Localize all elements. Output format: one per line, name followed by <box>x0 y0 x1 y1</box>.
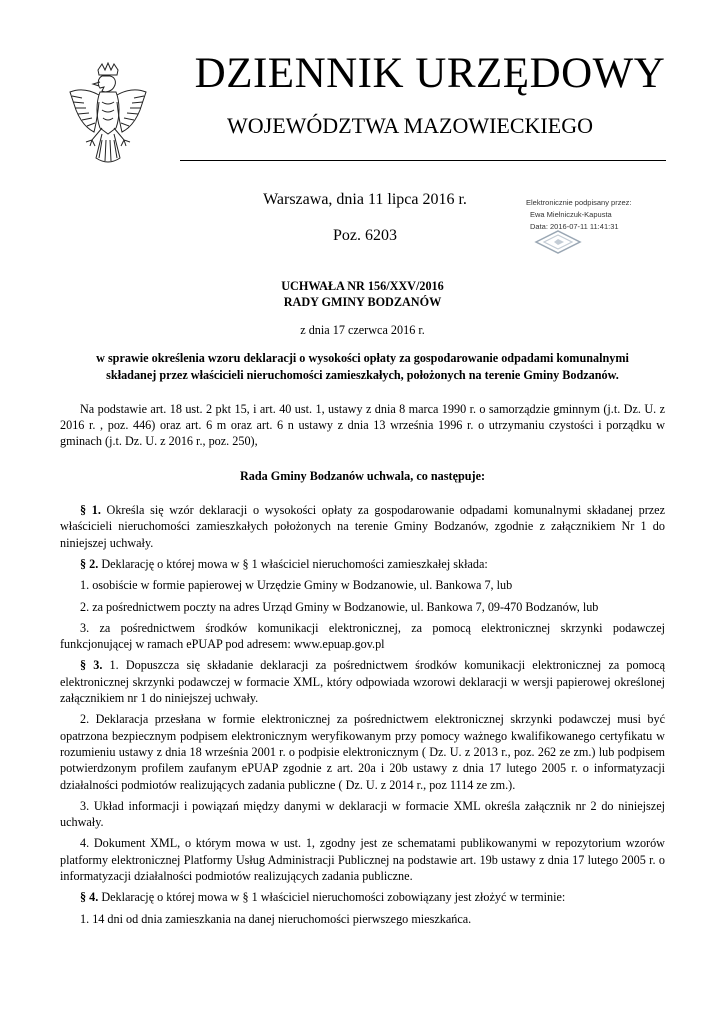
signature-caption: Elektronicznie podpisany przez: <box>526 198 632 207</box>
section-2-item-3: 3. za pośrednictwem środków komunikacji elektronicznej, za pomocą elektronicznej skrzynki podawczej funkcjonującej w ramach ePUAP pod adresem: www.epuap.gov.pl <box>60 620 665 652</box>
signature-date: Data: 2016-07-11 11:41:31 <box>530 222 619 231</box>
masthead-divider <box>180 160 666 161</box>
section-2-text: Deklarację o której mowa w § 1 właściciel nieruchomości zamieszkałej składa: <box>98 556 488 571</box>
section-3-paragraph-3: 3. Układ informacji i powiązań między danymi w deklaracji w formacie XML określa załącznik nr 2 do niniejszej uchwały. <box>60 798 665 830</box>
resolution-date: z dnia 17 czerwca 2016 r. <box>300 323 425 337</box>
position-number: Poz. 6203 <box>333 227 397 244</box>
section-3-paragraph-4: 4. Dokument XML, o którym mowa w ust. 1, zgodny jest ze schematami publikowanymi w repozytorium wzorów platformy elektronicznej Platformy Usług Administracji Publicznej na podstawie art. 19b ustawy z dnia 17 lutego 2005 r. o informatyzacji działalności podmiotów realizujących zadania publiczne. <box>60 836 665 884</box>
section-4-label: § 4. <box>80 890 99 905</box>
enacting-clause: Rada Gminy Bodzanów uchwala, co następuje: <box>239 468 486 483</box>
section-3-label: § 3. <box>80 658 103 673</box>
section-2 <box>60 556 665 572</box>
dateline: Warszawa, dnia 11 lipca 2016 r. <box>263 191 467 208</box>
section-1-text: Określa się wzór deklaracji o wysokości opłaty za gospodarowanie odpadami komunalnymi składanej przez właścicieli nieruchomości zamieszkałych położonych na terenie Gminy Bodzanów, zgodnie z załącznikiem Nr 1 do niniejszej uchwały. <box>60 503 665 550</box>
section-2-item-1: 1. osobiście w formie papierowej w Urzędzie Gminy w Bodzanowie, ul. Bankowa 7, lub <box>80 578 513 593</box>
section-1 <box>60 502 665 551</box>
resolution-subject-line1: w sprawie określenia wzoru deklaracji o wysokości opłaty za gospodarowanie odpadami komunalnymi <box>96 351 629 366</box>
section-2-item-2: 2. za pośrednictwem poczty na adres Urząd Gminy w Bodzanowie, ul. Bankowa 7, 09-470 Bodzanów, lub <box>80 599 599 614</box>
section-3 <box>60 657 665 706</box>
resolution-content <box>60 278 665 927</box>
journal-subtitle: WOJEWÓDZTWA MAZOWIECKIEGO <box>227 113 593 138</box>
polish-eagle-emblem-icon <box>62 62 154 172</box>
signer-name: Ewa Mielniczuk-Kapusta <box>530 210 612 219</box>
section-4 <box>60 889 665 905</box>
preamble: Na podstawie art. 18 ust. 2 pkt 15, i art. 40 ust. 1, ustawy z dnia 8 marca 1990 r. o samorządzie gminnym (j.t. Dz. U. z 2016 r. , poz. 446) oraz art. 6 m oraz art. 6 n ustawy z dnia 13 września 1996 r. o utrzymaniu czystości i porządku w gminach (j.t. Dz. U. z 2016 r., poz. 250), <box>60 401 665 449</box>
section-4-text: Deklarację o której mowa w § 1 właściciel nieruchomości zobowiązany jest złożyć w terminie: <box>98 890 566 905</box>
section-4-item-1: 1. 14 dni od dnia zamieszkania na danej nieruchomości pierwszego mieszkańca. <box>80 911 472 926</box>
signature-stamp-icon <box>530 228 586 254</box>
council-name: RADY GMINY BODZANÓW <box>283 295 442 309</box>
resolution-subject-line2: składanej przez właścicieli nieruchomości zamieszkałych, położonych na terenie Gminy Bodzanów. <box>106 367 619 382</box>
section-1-label: § 1. <box>80 503 101 518</box>
section-3-paragraph-2: 2. Deklaracja przesłana w formie elektronicznej za pośrednictwem elektronicznej skrzynki podawczej musi być opatrzona bezpiecznym podpisem elektronicznym weryfikowanym przy pomocy ważnego kwalifikowanego certyfikatu w rozumieniu ustawy z dnia 18 września 2001 r. o podpisie elektronicznym ( Dz. U. z 2013 r., poz. 262 ze zm.) lub podpisem potwierdzonym profilem zaufanym ePUAP zgodnie z art. 20a i 20b ustawy z dnia 17 lutego 2005 r. o informatyzacji działalności podmiotów realizujących zadania publiczne ( Dz. U. z 2014 r., poz 1114 ze zm.). <box>60 712 665 792</box>
resolution-title: UCHWAŁA NR 156/XXV/2016 <box>281 279 444 293</box>
section-3-text: 1. Dopuszcza się składanie deklaracji za pośrednictwem środków komunikacji elektronicznej za pomocą elektronicznej skrzynki podawczej w formacie XML, który odpowiada wzorowi deklaracji w wersji papierowej określonej załącznikiem nr 1 do niniejszej uchwały. <box>60 658 666 706</box>
section-2-label: § 2. <box>80 556 99 571</box>
journal-title: DZIENNIK URZĘDOWY <box>194 50 666 97</box>
